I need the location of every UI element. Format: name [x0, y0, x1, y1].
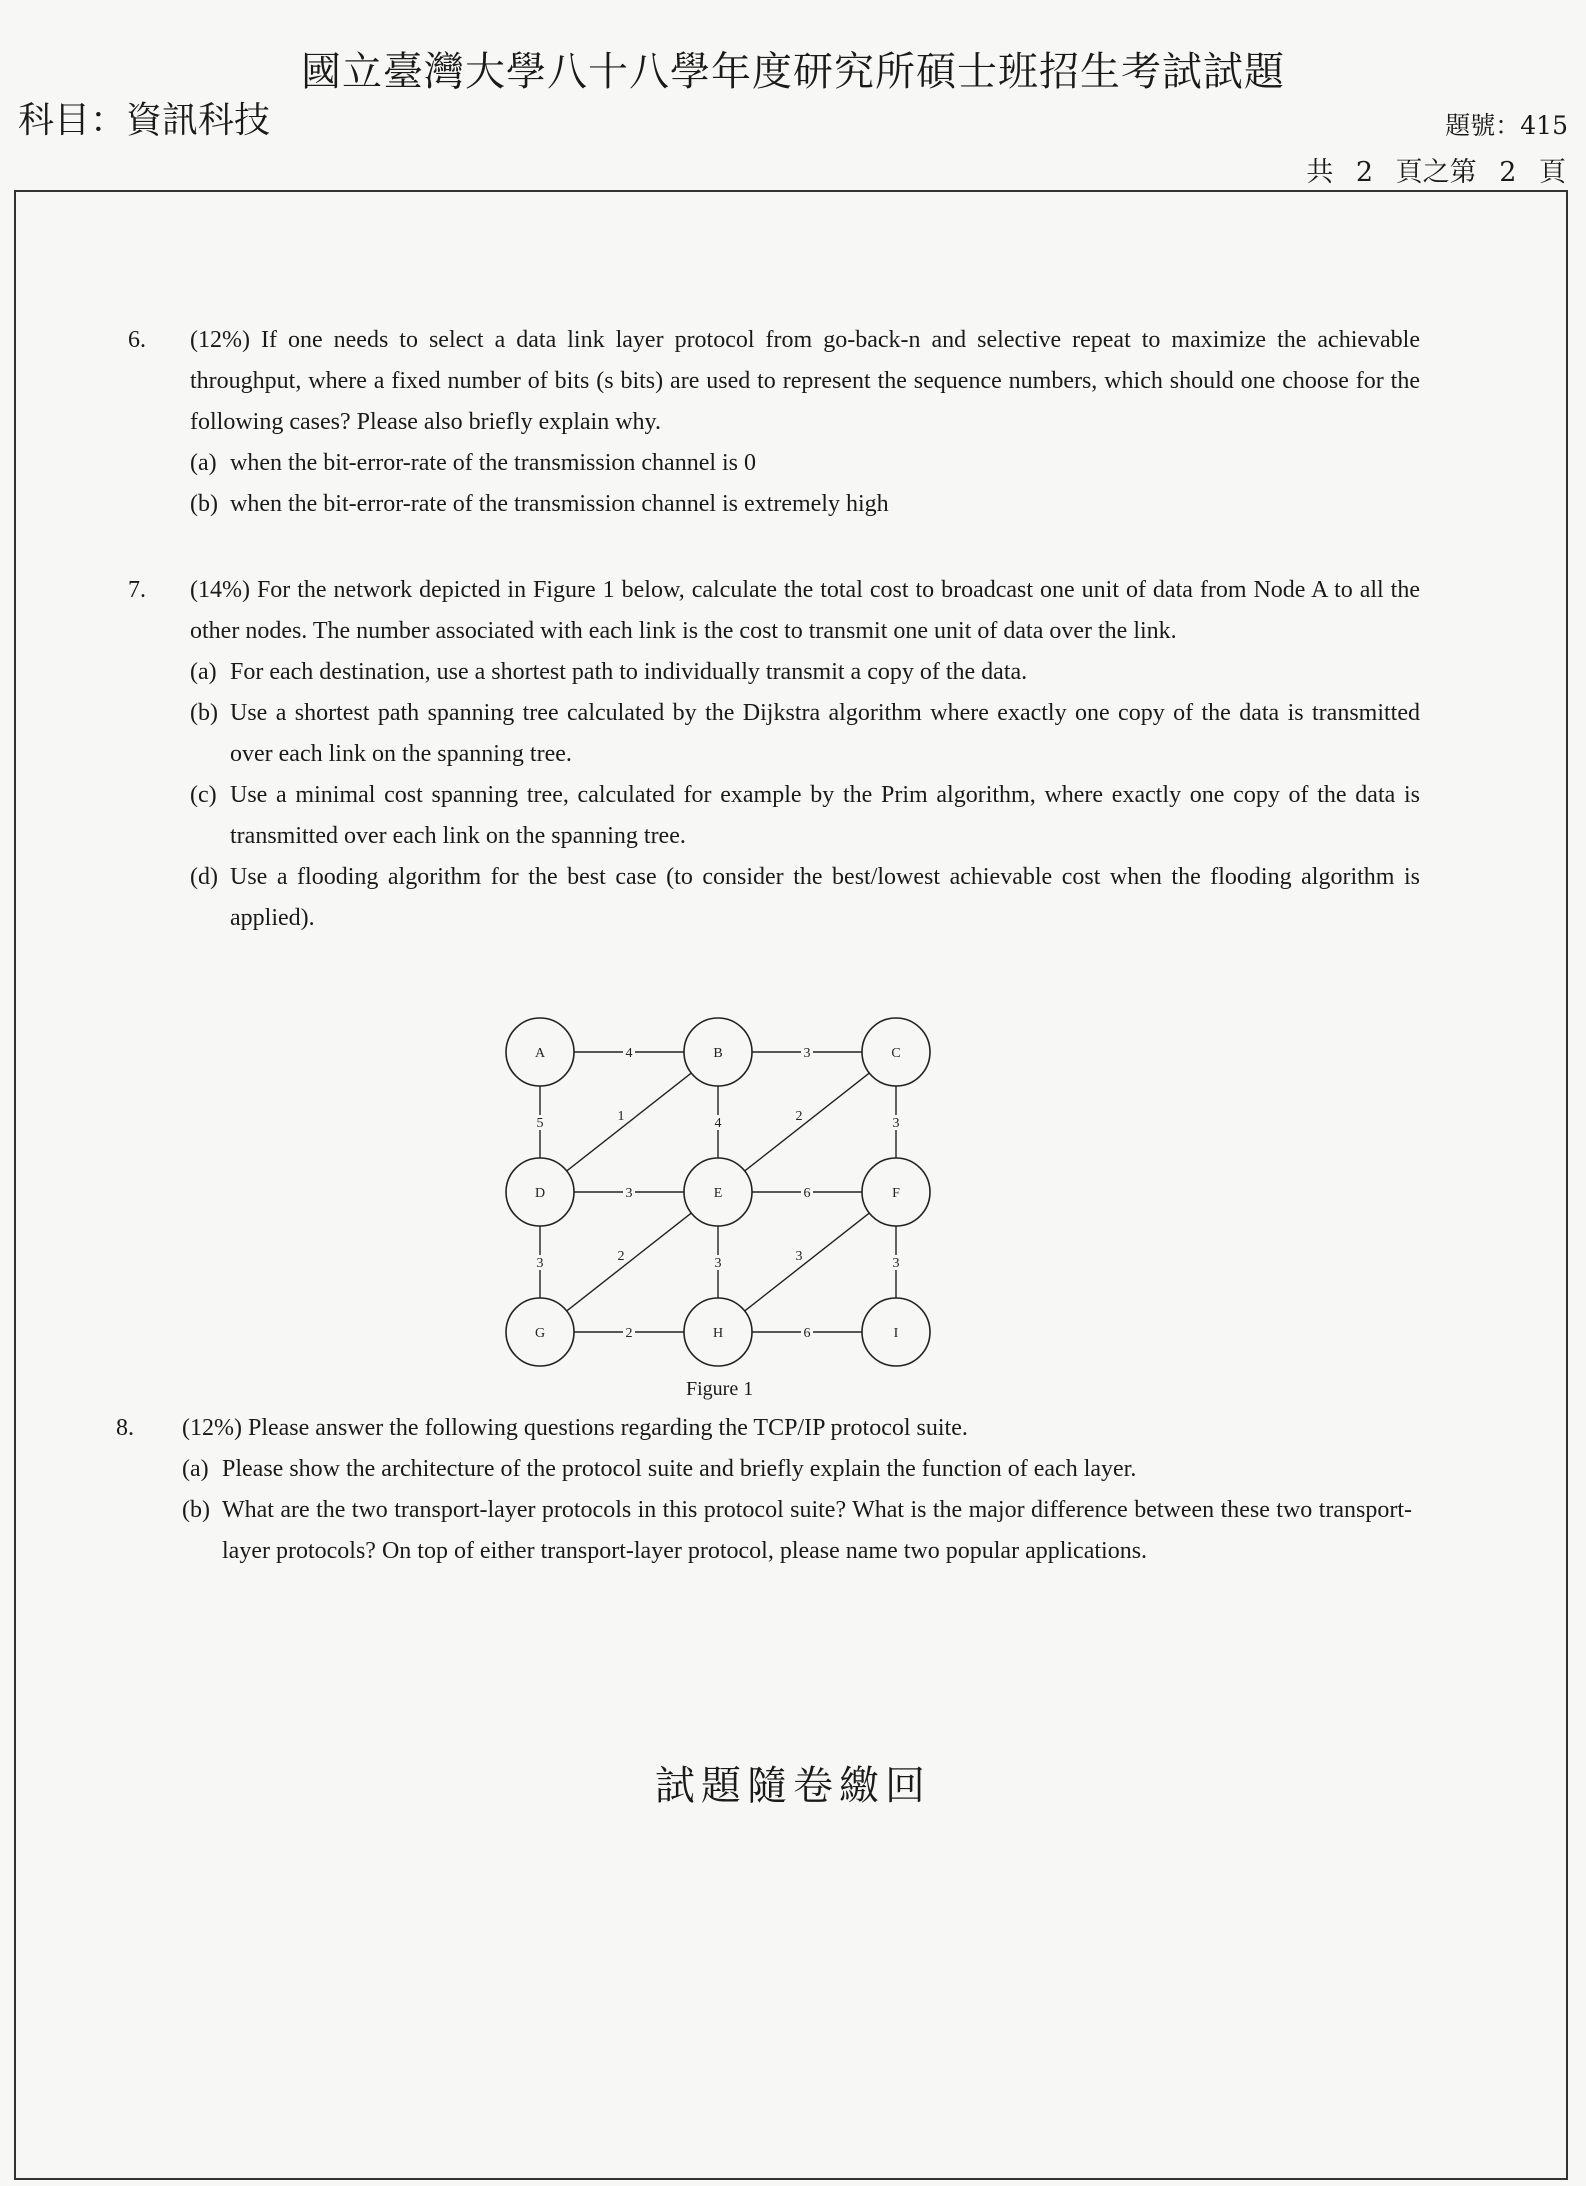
- question-6b: [190, 484, 1420, 525]
- edge-cost-B-C: 3: [803, 1046, 811, 1061]
- question-number: 6.: [128, 327, 146, 353]
- node-label-A: A: [534, 1046, 546, 1061]
- question-7b: [190, 693, 1420, 775]
- sub-text: when the bit-error-rate of the transmission channel is extremely high: [230, 491, 889, 517]
- sub-label: (a): [190, 659, 217, 685]
- sub-text: Please show the architecture of the protocol suite and briefly explain the function of each layer.: [222, 1456, 1137, 1482]
- node-label-B: B: [713, 1046, 723, 1061]
- sub-label: (a): [190, 450, 217, 476]
- edge-cost-A-D: 5: [536, 1116, 544, 1131]
- edge-cost-E-H: 3: [714, 1256, 722, 1271]
- question-text: (12%) Please answer the following questions regarding the TCP/IP protocol suite.: [182, 1415, 968, 1441]
- edge-cost-H-I: 6: [803, 1326, 811, 1341]
- sub-label: (b): [182, 1497, 210, 1523]
- edge-cost-H-F: 3: [795, 1249, 803, 1264]
- question-8: [116, 1408, 1412, 1572]
- question-8b: [182, 1490, 1412, 1572]
- sub-label: (b): [190, 700, 218, 726]
- exam-code: 題號：415: [1445, 111, 1568, 140]
- edge-cost-E-F: 6: [803, 1186, 811, 1201]
- node-label-D: D: [534, 1186, 546, 1201]
- return-notice: 試題隨卷繳回: [655, 1763, 931, 1809]
- edge-cost-A-B: 4: [625, 1046, 633, 1061]
- question-text: (12%) If one needs to select a data link layer protocol from go-back-n and selective repeat to maximize the achievable throughput, where a fixed number of bits (s bits) are used to represent the sequence numbers, which should one choose for the following cases? Please also briefly explain why.: [190, 327, 1420, 435]
- question-7a: [190, 652, 1420, 693]
- page-count: 共 2 頁之第 2 頁: [1306, 157, 1566, 188]
- node-label-E: E: [713, 1186, 723, 1201]
- edge-cost-B-E: 4: [714, 1116, 722, 1131]
- question-7c: [190, 775, 1420, 857]
- question-7: [128, 570, 1420, 939]
- sub-text: For each destination, use a shortest path to individually transmit a copy of the data.: [230, 659, 1028, 685]
- edge-cost-C-F: 3: [892, 1116, 900, 1131]
- sub-text: Use a flooding algorithm for the best case (to consider the best/lowest achievable cost when the flooding algorithm is applied).: [230, 864, 1420, 931]
- edge-G-E: [567, 1213, 692, 1311]
- figure-caption: Figure 1: [686, 1378, 754, 1400]
- question-number: 7.: [128, 577, 146, 603]
- node-label-H: H: [712, 1326, 724, 1341]
- network-figure: [490, 1002, 950, 1387]
- edge-cost-E-C: 2: [795, 1109, 803, 1124]
- question-number: 8.: [116, 1415, 134, 1441]
- sub-label: (b): [190, 491, 218, 517]
- edge-cost-G-E: 2: [617, 1249, 625, 1264]
- edge-cost-D-E: 3: [625, 1186, 633, 1201]
- sub-text: Use a minimal cost spanning tree, calculated for example by the Prim algorithm, where exactly one copy of the data is transmitted over each link on the spanning tree.: [230, 782, 1420, 849]
- question-6: [128, 320, 1420, 525]
- edge-D-B: [567, 1073, 692, 1171]
- edge-cost-G-H: 2: [625, 1326, 633, 1341]
- sub-label: (c): [190, 782, 217, 808]
- sub-text: when the bit-error-rate of the transmission channel is 0: [230, 450, 757, 476]
- sub-label: (d): [190, 864, 218, 890]
- sub-text: Use a shortest path spanning tree calculated by the Dijkstra algorithm where exactly one copy of the data is transmitted over each link on the spanning tree.: [230, 700, 1420, 767]
- question-text: (14%) For the network depicted in Figure 1 below, calculate the total cost to broadcast one unit of data from Node A to all the other nodes. The number associated with each link is the cost to transmit one unit of data over the link.: [190, 577, 1420, 644]
- node-label-C: C: [891, 1046, 901, 1061]
- edge-E-C: [745, 1073, 870, 1171]
- edge-cost-F-I: 3: [892, 1256, 900, 1271]
- network-graph: [490, 1002, 950, 1382]
- question-6a: [190, 443, 1420, 484]
- sub-label: (a): [182, 1456, 209, 1482]
- exam-title: 國立臺灣大學八十八學年度研究所碩士班招生考試試題: [301, 49, 1285, 95]
- question-7d: [190, 857, 1420, 939]
- edge-cost-D-G: 3: [536, 1256, 544, 1271]
- subject-label: 科目：資訊科技: [18, 100, 271, 141]
- node-label-G: G: [534, 1326, 546, 1341]
- edge-cost-D-B: 1: [617, 1109, 625, 1124]
- node-label-F: F: [892, 1186, 900, 1201]
- edge-H-F: [745, 1213, 870, 1311]
- sub-text: What are the two transport-layer protocols in this protocol suite? What is the major difference between these two transport-layer protocols? On top of either transport-layer protocol, please name two popular applications.: [222, 1497, 1412, 1564]
- node-label-I: I: [893, 1326, 899, 1341]
- question-8a: [182, 1449, 1412, 1490]
